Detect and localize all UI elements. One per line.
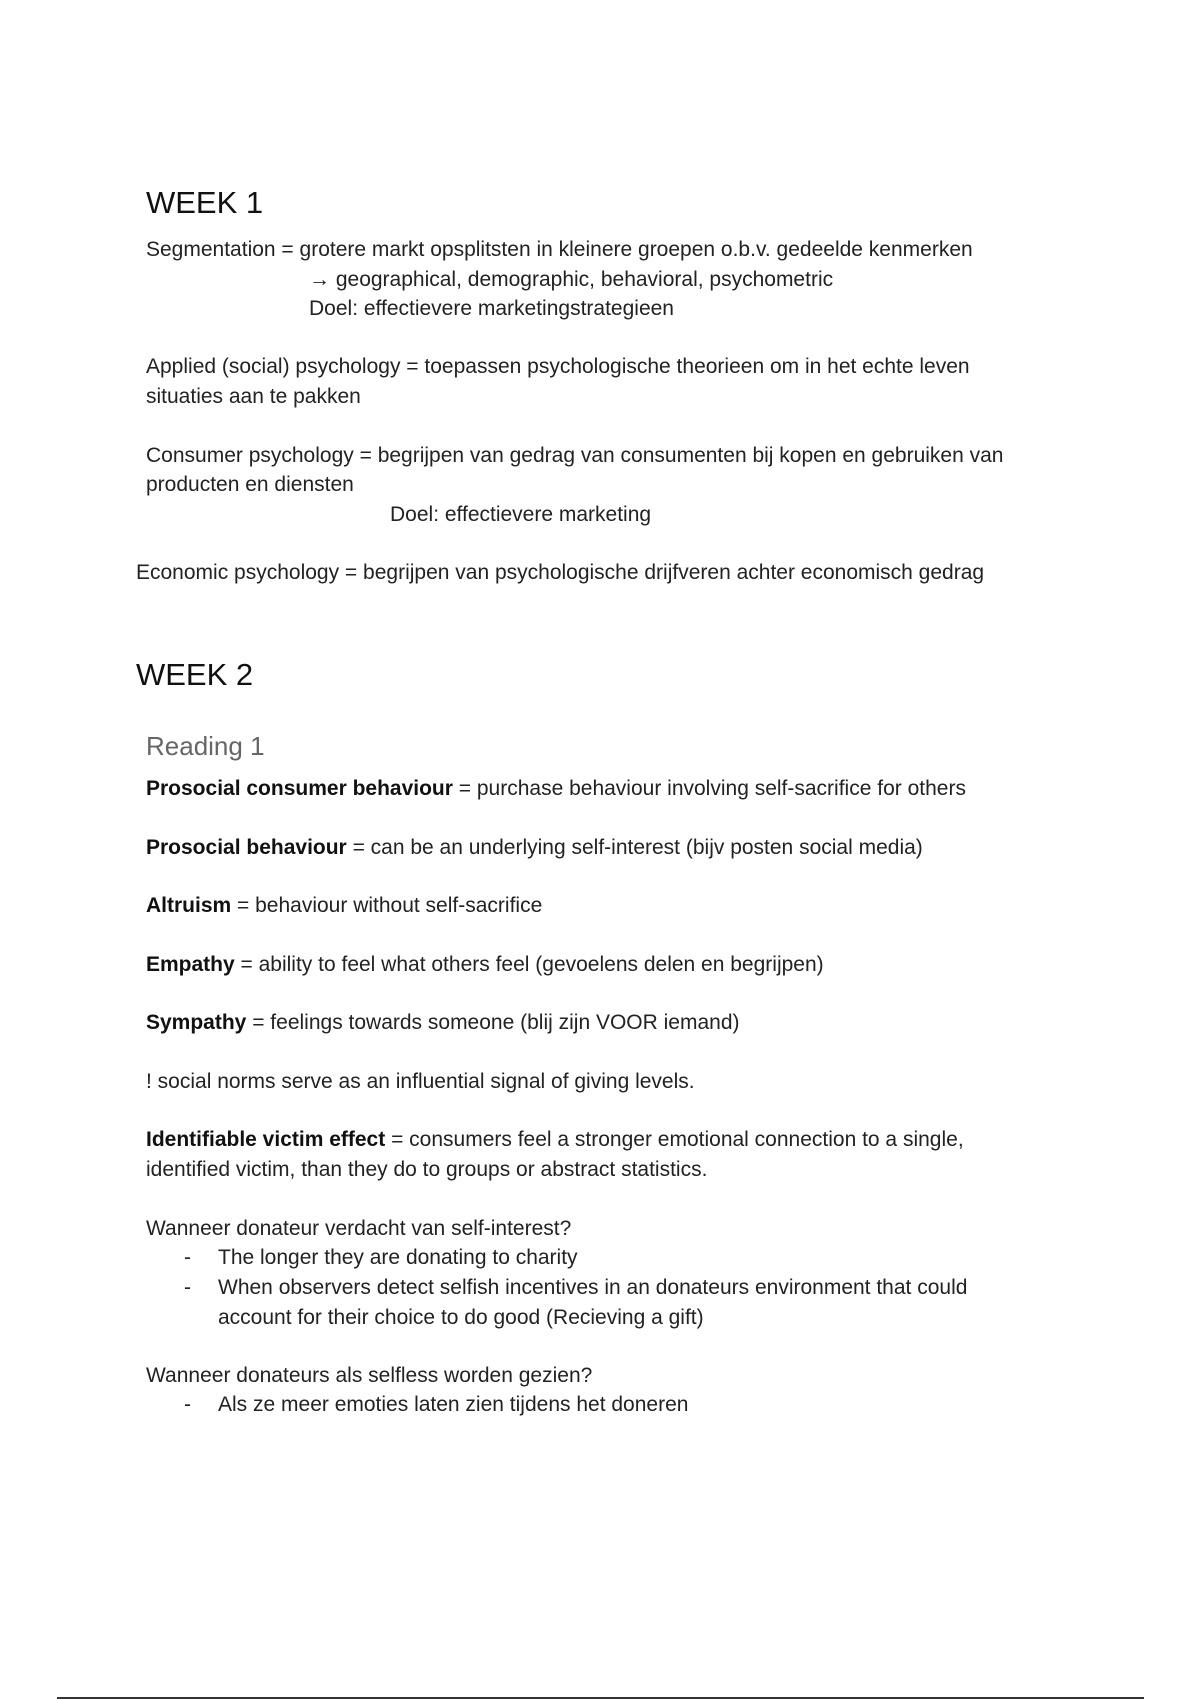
suspected-bullet2-line1: When observers detect selfish incentives in an donateurs environment that could — [218, 1276, 968, 1299]
altruism-definition: = behaviour without self-sacrifice — [231, 894, 543, 917]
consumer-line2: producten en diensten — [146, 473, 354, 496]
applied-line1: Applied (social) psychology = toepassen psychologische theorieen om in het echte leven — [146, 355, 970, 378]
week2-heading: WEEK 2 — [136, 657, 254, 692]
empathy-definition: = ability to feel what others feel (gevoelens delen en begrijpen) — [234, 953, 824, 976]
segmentation-line1: Segmentation = grotere markt opsplitsten in kleinere groepen o.b.v. gedeelde kenmerken — [146, 238, 973, 261]
reading-title: Reading 1 — [146, 731, 265, 761]
victim-effect-definition: = consumers feel a stronger emotional connection to a single, — [385, 1128, 964, 1151]
applied-line2: situaties aan te pakken — [146, 385, 361, 408]
empathy-line — [146, 950, 824, 979]
sympathy-definition: = feelings towards someone (blij zijn VOOR iemand) — [246, 1011, 740, 1034]
bullet-marker: - — [184, 1276, 191, 1299]
prosocial-term: Prosocial behaviour — [146, 836, 347, 859]
selfless-question: Wanneer donateurs als selfless worden gezien? — [146, 1364, 593, 1387]
norms-note: ! social norms serve as an influential signal of giving levels. — [146, 1070, 695, 1093]
prosocial-consumer-definition: = purchase behaviour involving self-sacrifice for others — [452, 777, 966, 800]
victim-effect-line2: identified victim, than they do to groups or abstract statistics. — [146, 1158, 708, 1181]
altruism-term: Altruism — [146, 894, 232, 917]
consumer-line3: Doel: effectievere marketing — [390, 503, 652, 526]
bullet-marker: - — [184, 1246, 191, 1269]
page-bottom-rule — [57, 1697, 1144, 1699]
suspected-question: Wanneer donateur verdacht van self-interest? — [146, 1217, 572, 1240]
segmentation-line3: Doel: effectievere marketingstrategieen — [309, 297, 674, 320]
economic-line: Economic psychology = begrijpen van psychologische drijfveren achter economisch gedrag — [136, 561, 985, 584]
prosocial-consumer-term: Prosocial consumer behaviour — [146, 777, 453, 800]
victim-effect-line1 — [146, 1125, 964, 1154]
prosocial-definition: = can be an underlying self-interest (bijv posten social media) — [346, 836, 923, 859]
prosocial-consumer-line — [146, 774, 966, 803]
bullet-marker: - — [184, 1393, 191, 1416]
suspected-bullet1: The longer they are donating to charity — [218, 1246, 578, 1269]
consumer-line1: Consumer psychology = begrijpen van gedrag van consumenten bij kopen en gebruiken van — [146, 444, 1004, 467]
sympathy-term: Sympathy — [146, 1011, 247, 1034]
segmentation-line2: → geographical, demographic, behavioral, psychometric — [309, 268, 834, 291]
empathy-term: Empathy — [146, 953, 235, 976]
sympathy-line — [146, 1008, 740, 1037]
week1-heading: WEEK 1 — [146, 185, 264, 220]
altruism-line — [146, 891, 542, 920]
selfless-bullet1: Als ze meer emoties laten zien tijdens het doneren — [218, 1393, 689, 1416]
victim-effect-term: Identifiable victim effect — [146, 1128, 386, 1151]
suspected-bullet2-line2: account for their choice to do good (Recieving a gift) — [218, 1306, 704, 1329]
prosocial-line — [146, 833, 923, 862]
